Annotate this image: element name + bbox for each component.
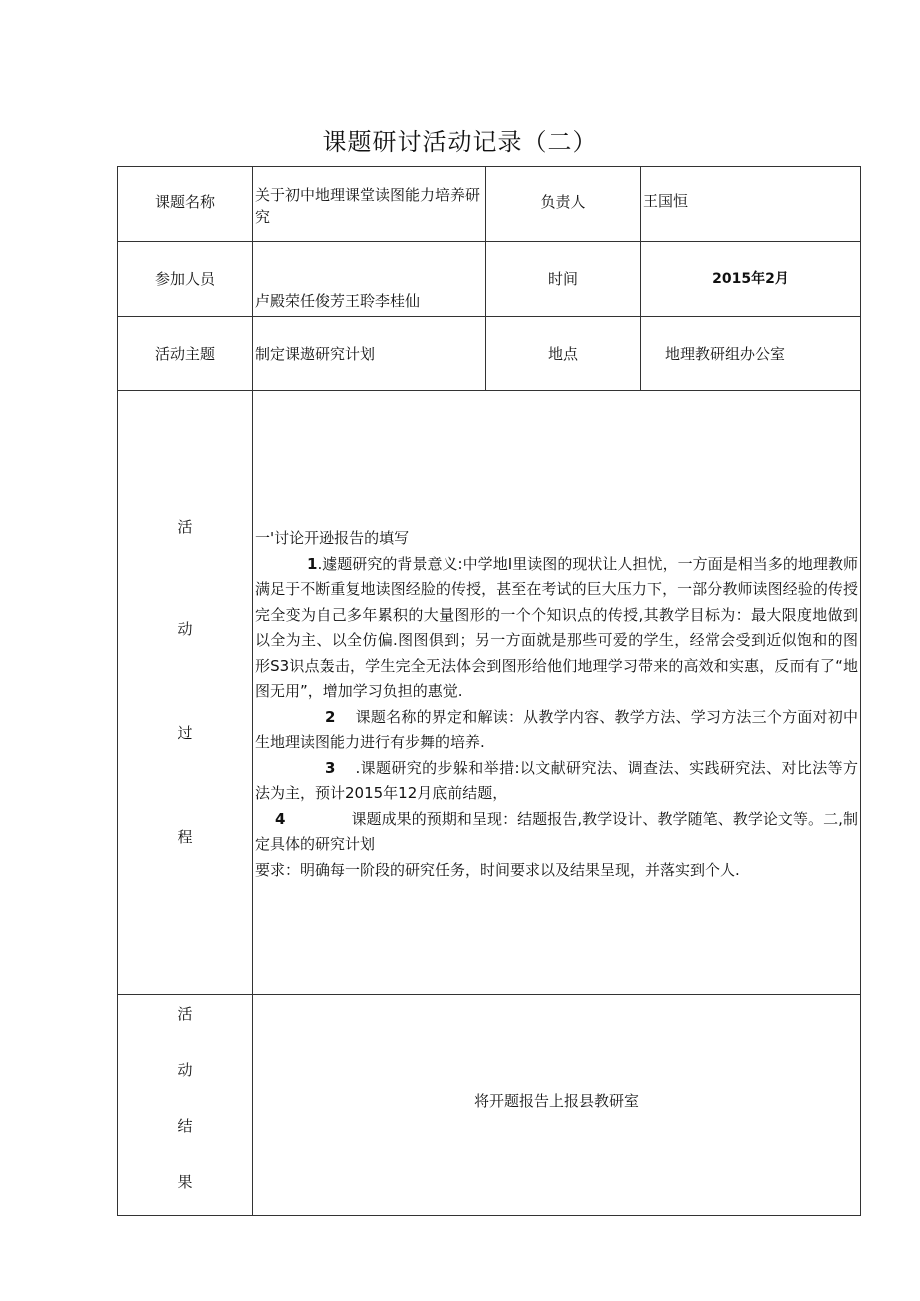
process-char: 程 xyxy=(177,828,193,846)
table-row-process xyxy=(118,391,861,995)
label-time: 时间 xyxy=(486,242,641,317)
label-place: 地点 xyxy=(486,317,641,391)
topic-name-value: 关于初中地理课堂读图能力培养研究 xyxy=(253,167,486,242)
table-row-theme xyxy=(118,317,861,391)
time-value: 2015年2月 xyxy=(641,242,861,317)
label-theme: 活动主题 xyxy=(118,317,253,391)
table-row-result xyxy=(118,995,861,1216)
result-char: 动 xyxy=(177,1061,193,1079)
process-char: 过 xyxy=(177,724,193,742)
process-item-3: 3 .课题研究的步躲和举措:以文献研究法、调查法、实践研究法、对比法等方法为主，预计2015年12月底前结题， xyxy=(255,758,858,802)
table-row-members xyxy=(118,242,861,317)
record-table xyxy=(117,166,861,1216)
lead-value: 王国恒 xyxy=(641,167,861,242)
members-value: 卢殿荣任俊芳王聆李桂仙 xyxy=(253,242,486,317)
process-char: 动 xyxy=(177,620,193,638)
process-content xyxy=(253,391,861,995)
page-title: 课题研讨活动记录（二） xyxy=(322,128,598,156)
result-char: 结 xyxy=(177,1117,193,1135)
label-topic-name: 课题名称 xyxy=(118,167,253,242)
label-process xyxy=(118,391,253,995)
process-item-4: 4 课题成果的预期和呈现：结题报告,教学设计、教学随笔、教学论文等。二,制定具体的研究计划 xyxy=(255,809,858,853)
result-char: 活 xyxy=(177,1005,193,1023)
process-heading: 一'讨论开逊报告的填写 xyxy=(255,529,410,547)
label-members: 参加人员 xyxy=(118,242,253,317)
table-row-topic xyxy=(118,167,861,242)
result-value: 将开题报告上报县教研室 xyxy=(253,995,861,1216)
label-result xyxy=(118,995,253,1216)
result-char: 果 xyxy=(177,1173,193,1191)
process-requirement: 要求：明确每一阶段的研究任务，时间要求以及结果呈现，并落实到个人. xyxy=(255,860,740,879)
theme-value: 制定课遨研究计划 xyxy=(253,317,486,391)
process-item-1: 1.遽题研究的背景意义:中学地I里读图的现状让人担忧，一方面是相当多的地理教师满足于不断重复地读图经脸的传授，甚至在考试的巨大压力下，一部分教师读图经验的传授完全变为自己多年累积的大量图形的一个个知识点的传授,其教学目标为：最大限度地做到以全为主、以全仿偏.图图俱到；另一方面就是那些可爱的学生，经常会受到近似饱和的图形S3识点轰击，学生完全无法体会到图形给他们地理学习带来的高效和实惠，反而有了“地图无用”，增加学习负担的惠觉. xyxy=(255,554,858,700)
process-char: 活 xyxy=(177,518,193,536)
place-value: 地理教研组办公室 xyxy=(641,317,861,391)
label-lead: 负责人 xyxy=(486,167,641,242)
process-item-2: 2 课题名称的界定和解读：从教学内容、教学方法、学习方法三个方面对初中生地理读图能力进行有步舞的培养. xyxy=(255,707,858,751)
